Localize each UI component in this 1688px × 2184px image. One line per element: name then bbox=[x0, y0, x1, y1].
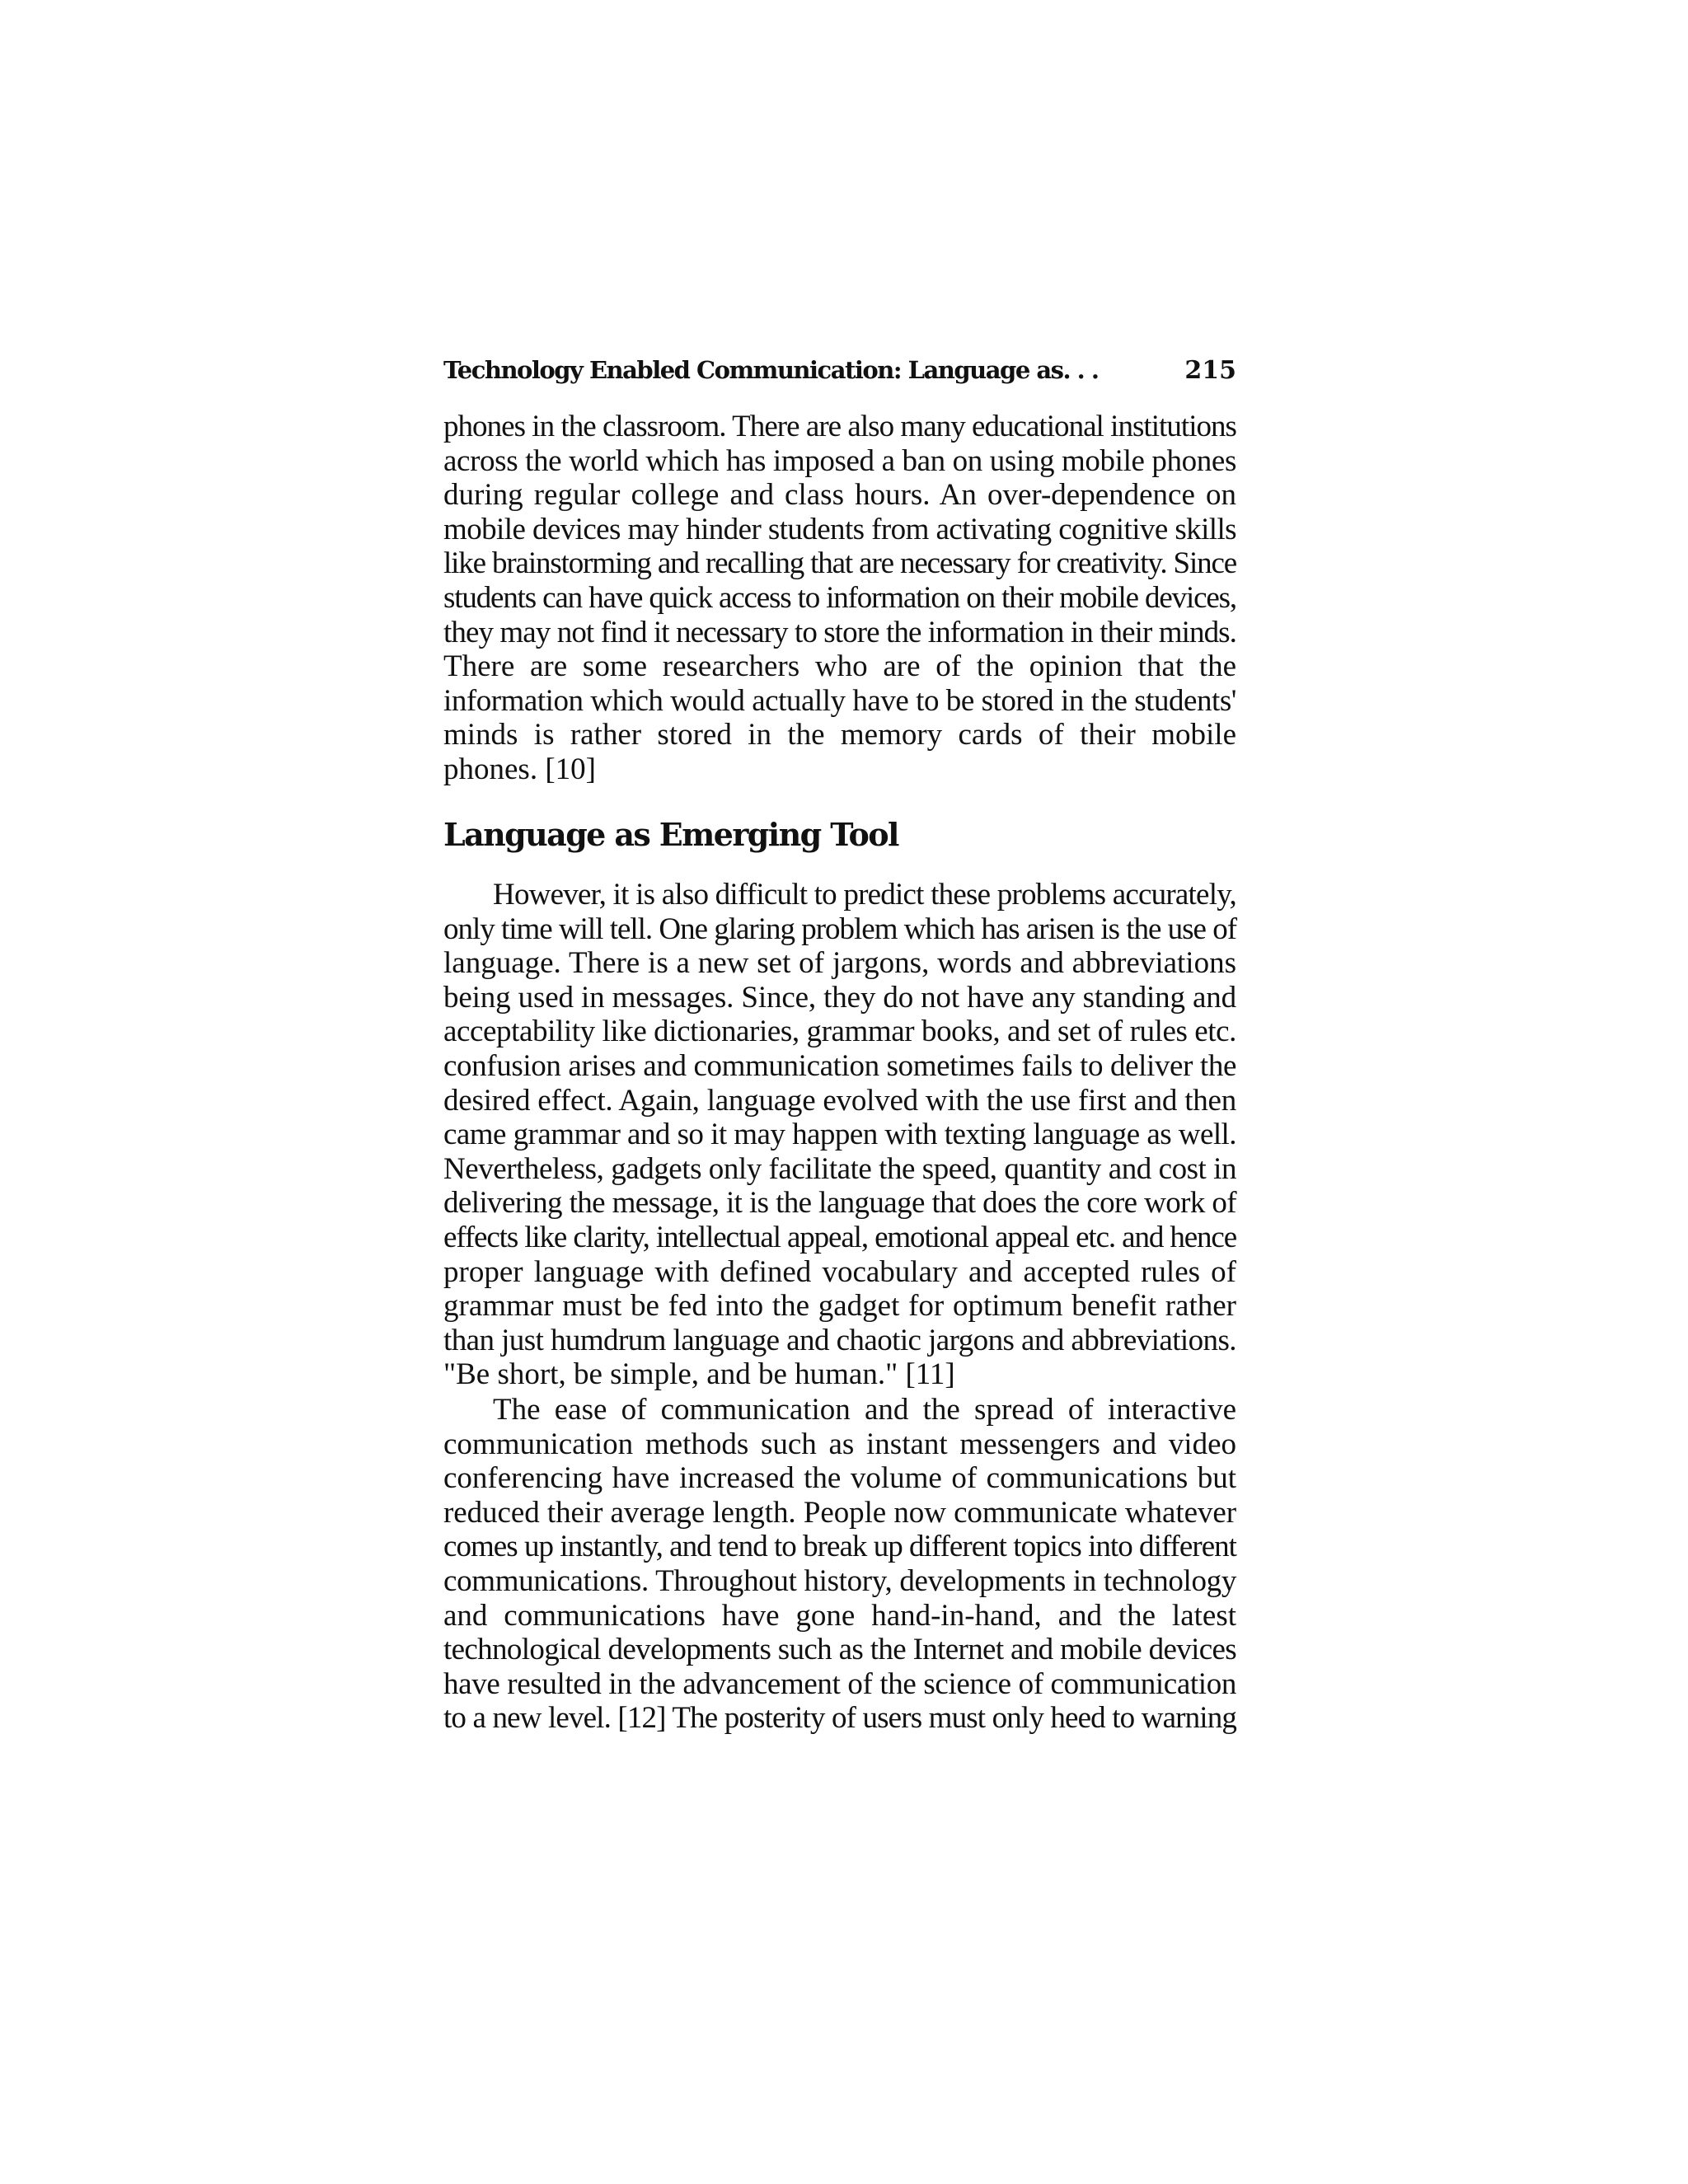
text-line: across the world which has imposed a ban on using mobile phones bbox=[443, 443, 1236, 478]
paragraph bbox=[443, 878, 1236, 1392]
paragraph-continued bbox=[443, 410, 1236, 787]
text-line: acceptability like dictionaries, grammar books, and set of rules etc. bbox=[443, 1015, 1237, 1049]
running-header bbox=[443, 356, 1236, 397]
text-line: grammar must be fed into the gadget for optimum benefit rather bbox=[443, 1289, 1236, 1324]
text-line: comes up instantly, and tend to break up different topics into different bbox=[443, 1530, 1236, 1564]
text-line: conferencing have increased the volume of communications but bbox=[443, 1461, 1236, 1496]
text-line: language. There is a new set of jargons, words and abbreviations bbox=[443, 946, 1236, 981]
text-line: and communications have gone hand-in-hand, and the latest bbox=[443, 1598, 1236, 1633]
text-line: However, it is also difficult to predict these problems accurately, bbox=[493, 878, 1236, 912]
text-line: only time will tell. One glaring problem which has arisen is the use of bbox=[443, 912, 1237, 946]
text-line: they may not find it necessary to store the information in their minds. bbox=[443, 615, 1236, 649]
text-line: Nevertheless, gadgets only facilitate the speed, quantity and cost in bbox=[443, 1151, 1237, 1186]
text-line: information which would actually have to be stored in the students' bbox=[443, 683, 1236, 718]
text-line: effects like clarity, intellectual appeal, emotional appeal etc. and hence bbox=[443, 1220, 1237, 1254]
running-title: Technology Enabled Communication: Language as. . . bbox=[443, 356, 1099, 384]
text-line: to a new level. [12] The posterity of users must only heed to warning bbox=[443, 1701, 1236, 1736]
text-line: during regular college and class hours. An over-dependence on bbox=[443, 478, 1236, 513]
section-heading: Language as Emerging Tool bbox=[443, 816, 898, 853]
text-line: proper language with defined vocabulary and accepted rules of bbox=[443, 1254, 1236, 1289]
text-line: being used in messages. Since, they do not have any standing and bbox=[443, 980, 1236, 1015]
text-line: than just humdrum language and chaotic jargons and abbreviations. bbox=[443, 1323, 1236, 1357]
text-line: communication methods such as instant messengers and video bbox=[443, 1427, 1236, 1461]
text-line: mobile devices may hinder students from activating cognitive skills bbox=[443, 512, 1236, 546]
text-line: The ease of communication and the spread of interactive bbox=[493, 1393, 1236, 1427]
text-line: communications. Throughout history, developments in technology bbox=[443, 1563, 1237, 1598]
text-line: phones in the classroom. There are also many educational institutions bbox=[443, 410, 1236, 443]
text-line: minds is rather stored in the memory cards of their mobile bbox=[443, 718, 1236, 752]
text-line: technological developments such as the Internet and mobile devices bbox=[443, 1633, 1237, 1667]
page-number: 215 bbox=[1184, 356, 1236, 385]
text-line: desired effect. Again, language evolved with the use first and then bbox=[443, 1083, 1236, 1118]
text-line: phones. [10] bbox=[443, 752, 596, 786]
text-line: came grammar and so it may happen with texting language as well. bbox=[443, 1118, 1237, 1152]
text-line: reduced their average length. People now communicate whatever bbox=[443, 1495, 1236, 1530]
text-line: confusion arises and communication sometimes fails to deliver the bbox=[443, 1048, 1236, 1083]
text-line: There are some researchers who are of the opinion that the bbox=[443, 649, 1236, 684]
text-line: "Be short, be simple, and be human." [11] bbox=[443, 1357, 955, 1392]
text-line: students can have quick access to information on their mobile devices, bbox=[443, 580, 1236, 615]
text-line: delivering the message, it is the language that does the core work of bbox=[443, 1186, 1237, 1221]
text-line: have resulted in the advancement of the science of communication bbox=[443, 1666, 1236, 1701]
paragraph bbox=[443, 1393, 1236, 1736]
text-line: like brainstorming and recalling that are necessary for creativity. Since bbox=[443, 546, 1237, 581]
